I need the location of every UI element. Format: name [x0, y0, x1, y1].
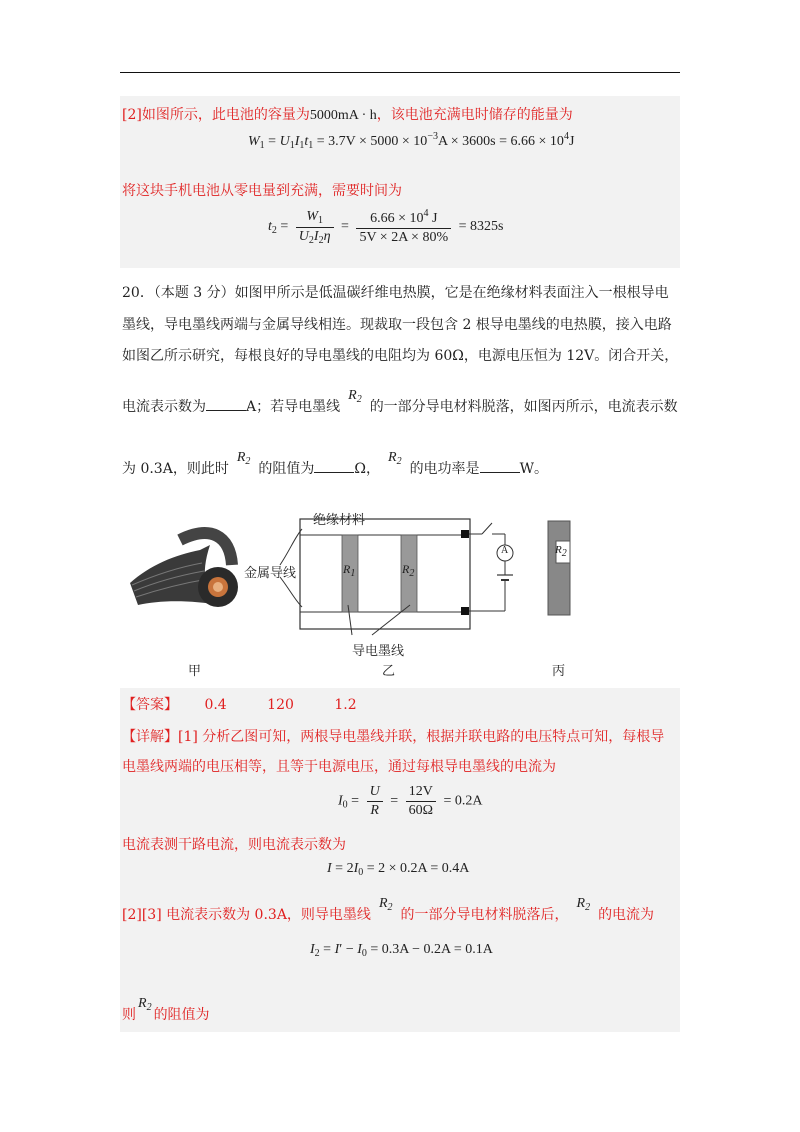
- text: A；若导电墨线: [246, 399, 341, 415]
- question-line2: 墨线，导电墨线两端与金属导线相连。现裁取一段包含 2 根导电墨线的电热膜，接入电路: [122, 317, 672, 333]
- r2-symbol: $R_2$: [576, 896, 591, 913]
- text: [1] 分析乙图可知，两根导电墨线并联，根据并联电路的电压特点可知，每根导: [178, 729, 665, 745]
- label-r2: $R_2$: [402, 562, 415, 579]
- section2-line2: 将这块手机电池从零电量到充满，需要时间为: [122, 183, 402, 199]
- equation-i2: $I_2 = I' - I_0 = 0.3A - 0.2A = 0.1A$: [310, 942, 493, 959]
- caption-bing: 丙: [552, 664, 566, 679]
- text: [2][3] 电流表示数为 0.3A，则导电墨线: [122, 907, 371, 923]
- equation-i0: $I_0$ = $\frac{U}{R}$ = $\frac{12V}{60\Omega}$ = 0.2A: [338, 784, 483, 818]
- text: ，该电池充满电时储存的能量为: [376, 107, 573, 123]
- detail-line4: [122, 896, 655, 925]
- text: 的电流为: [598, 907, 655, 923]
- eq-exponent: 4: [563, 131, 569, 142]
- r2-symbol: $R_2$: [378, 896, 393, 913]
- r2-symbol: $R_2$: [348, 388, 362, 405]
- answer-blank-1: [206, 398, 246, 411]
- text: 的一部分导电材料脱落，如图丙所示，电流表示数: [369, 399, 678, 415]
- battery-capacity: 5000mA · h: [309, 108, 377, 123]
- answer-label: 【答案】: [122, 697, 178, 713]
- text: 为 0.3A，则此时: [122, 461, 229, 477]
- ammeter-label: A: [501, 545, 509, 556]
- question-line3: 如图乙所示研究，每根良好的导电墨线的电阻均为 60Ω，电源电压恒为 12V。闭合开关，: [122, 348, 679, 364]
- label-r1: $R_1$: [343, 562, 356, 579]
- text: 的电功率是: [409, 461, 480, 477]
- label-metal-wire: 金属导线: [244, 566, 297, 581]
- r2-symbol: $R_2$: [388, 450, 402, 467]
- text: [2]如图所示，此电池的容量为: [122, 107, 310, 123]
- eq-exponent: 4: [423, 208, 429, 219]
- answer-blank-2: [314, 460, 354, 473]
- r2-symbol: $R_2$: [138, 996, 152, 1013]
- answer-value-3: 1.2: [334, 697, 357, 713]
- detail-line2: 电墨线两端的电压相等，且等于电源电压，通过每根导电墨线的电流为: [122, 759, 556, 775]
- caption-yi: 乙: [382, 664, 396, 679]
- text: 的一部分导电材料脱落后，: [400, 907, 569, 923]
- eq-exponent: −3: [427, 131, 438, 142]
- eq-part: A × 3600s = 6.66 × 10: [437, 134, 564, 149]
- eq-part: = 3.7V × 5000 × 10: [316, 134, 428, 149]
- answer-value-2: 120: [267, 697, 294, 713]
- caption-jia: 甲: [188, 664, 202, 679]
- text: 电流表示数为: [122, 399, 206, 415]
- eq-unit: J: [428, 211, 438, 226]
- label-insulation: 绝缘材料: [313, 513, 366, 528]
- answer-value-1: 0.4: [204, 697, 227, 713]
- detail-line1: [122, 726, 664, 746]
- answer-line: [122, 694, 357, 714]
- detail-line5: [122, 996, 210, 1025]
- detail-label: 【详解】: [122, 729, 178, 745]
- text: Ω，: [354, 461, 380, 477]
- section2-line1: [122, 104, 573, 124]
- equation-energy: $W_1 = U_1I_1t_1 = 3.7V \times 5000 \times 10^{-3}A \times 3600s = 6.66 \times 10^4J$: [248, 131, 575, 151]
- eq-result: = 8325s: [458, 219, 504, 235]
- question-line5: [122, 450, 548, 479]
- eq-unit: J: [568, 134, 575, 149]
- text: 的阻值为: [258, 461, 315, 477]
- label-ink-line: 导电墨线: [352, 644, 405, 659]
- label-r2-bing: R2: [555, 544, 567, 559]
- header-rule: [120, 72, 680, 73]
- equation-i: $I = 2I_0 = 2 \times 0.2A = 0.4A$: [327, 861, 470, 878]
- question-line4: [122, 388, 678, 417]
- text: 则: [122, 1007, 136, 1023]
- heating-film-image: [130, 533, 238, 607]
- question-line1: 20．（本题 3 分）如图甲所示是低温碳纤维电热膜，它是在绝缘材料表面注入一根根导电: [122, 285, 669, 301]
- answer-blank-3: [480, 460, 520, 473]
- text: 的阻值为: [153, 1007, 210, 1023]
- eq-denominator: 5V × 2A × 80%: [359, 230, 449, 245]
- detail-line3: 电流表测干路电流，则电流表示数为: [122, 837, 346, 853]
- eq-part: 6.66 × 10: [370, 211, 424, 226]
- equation-time: $t_2$ = $\frac{W_1}{U_2I_2\eta}$ = $\frac{6.66 \times 10^4 J}{5V \times 2A \times 80\%}$ = 8325s: [268, 208, 504, 246]
- text: W。: [519, 461, 548, 477]
- r2-symbol: $R_2$: [236, 450, 251, 467]
